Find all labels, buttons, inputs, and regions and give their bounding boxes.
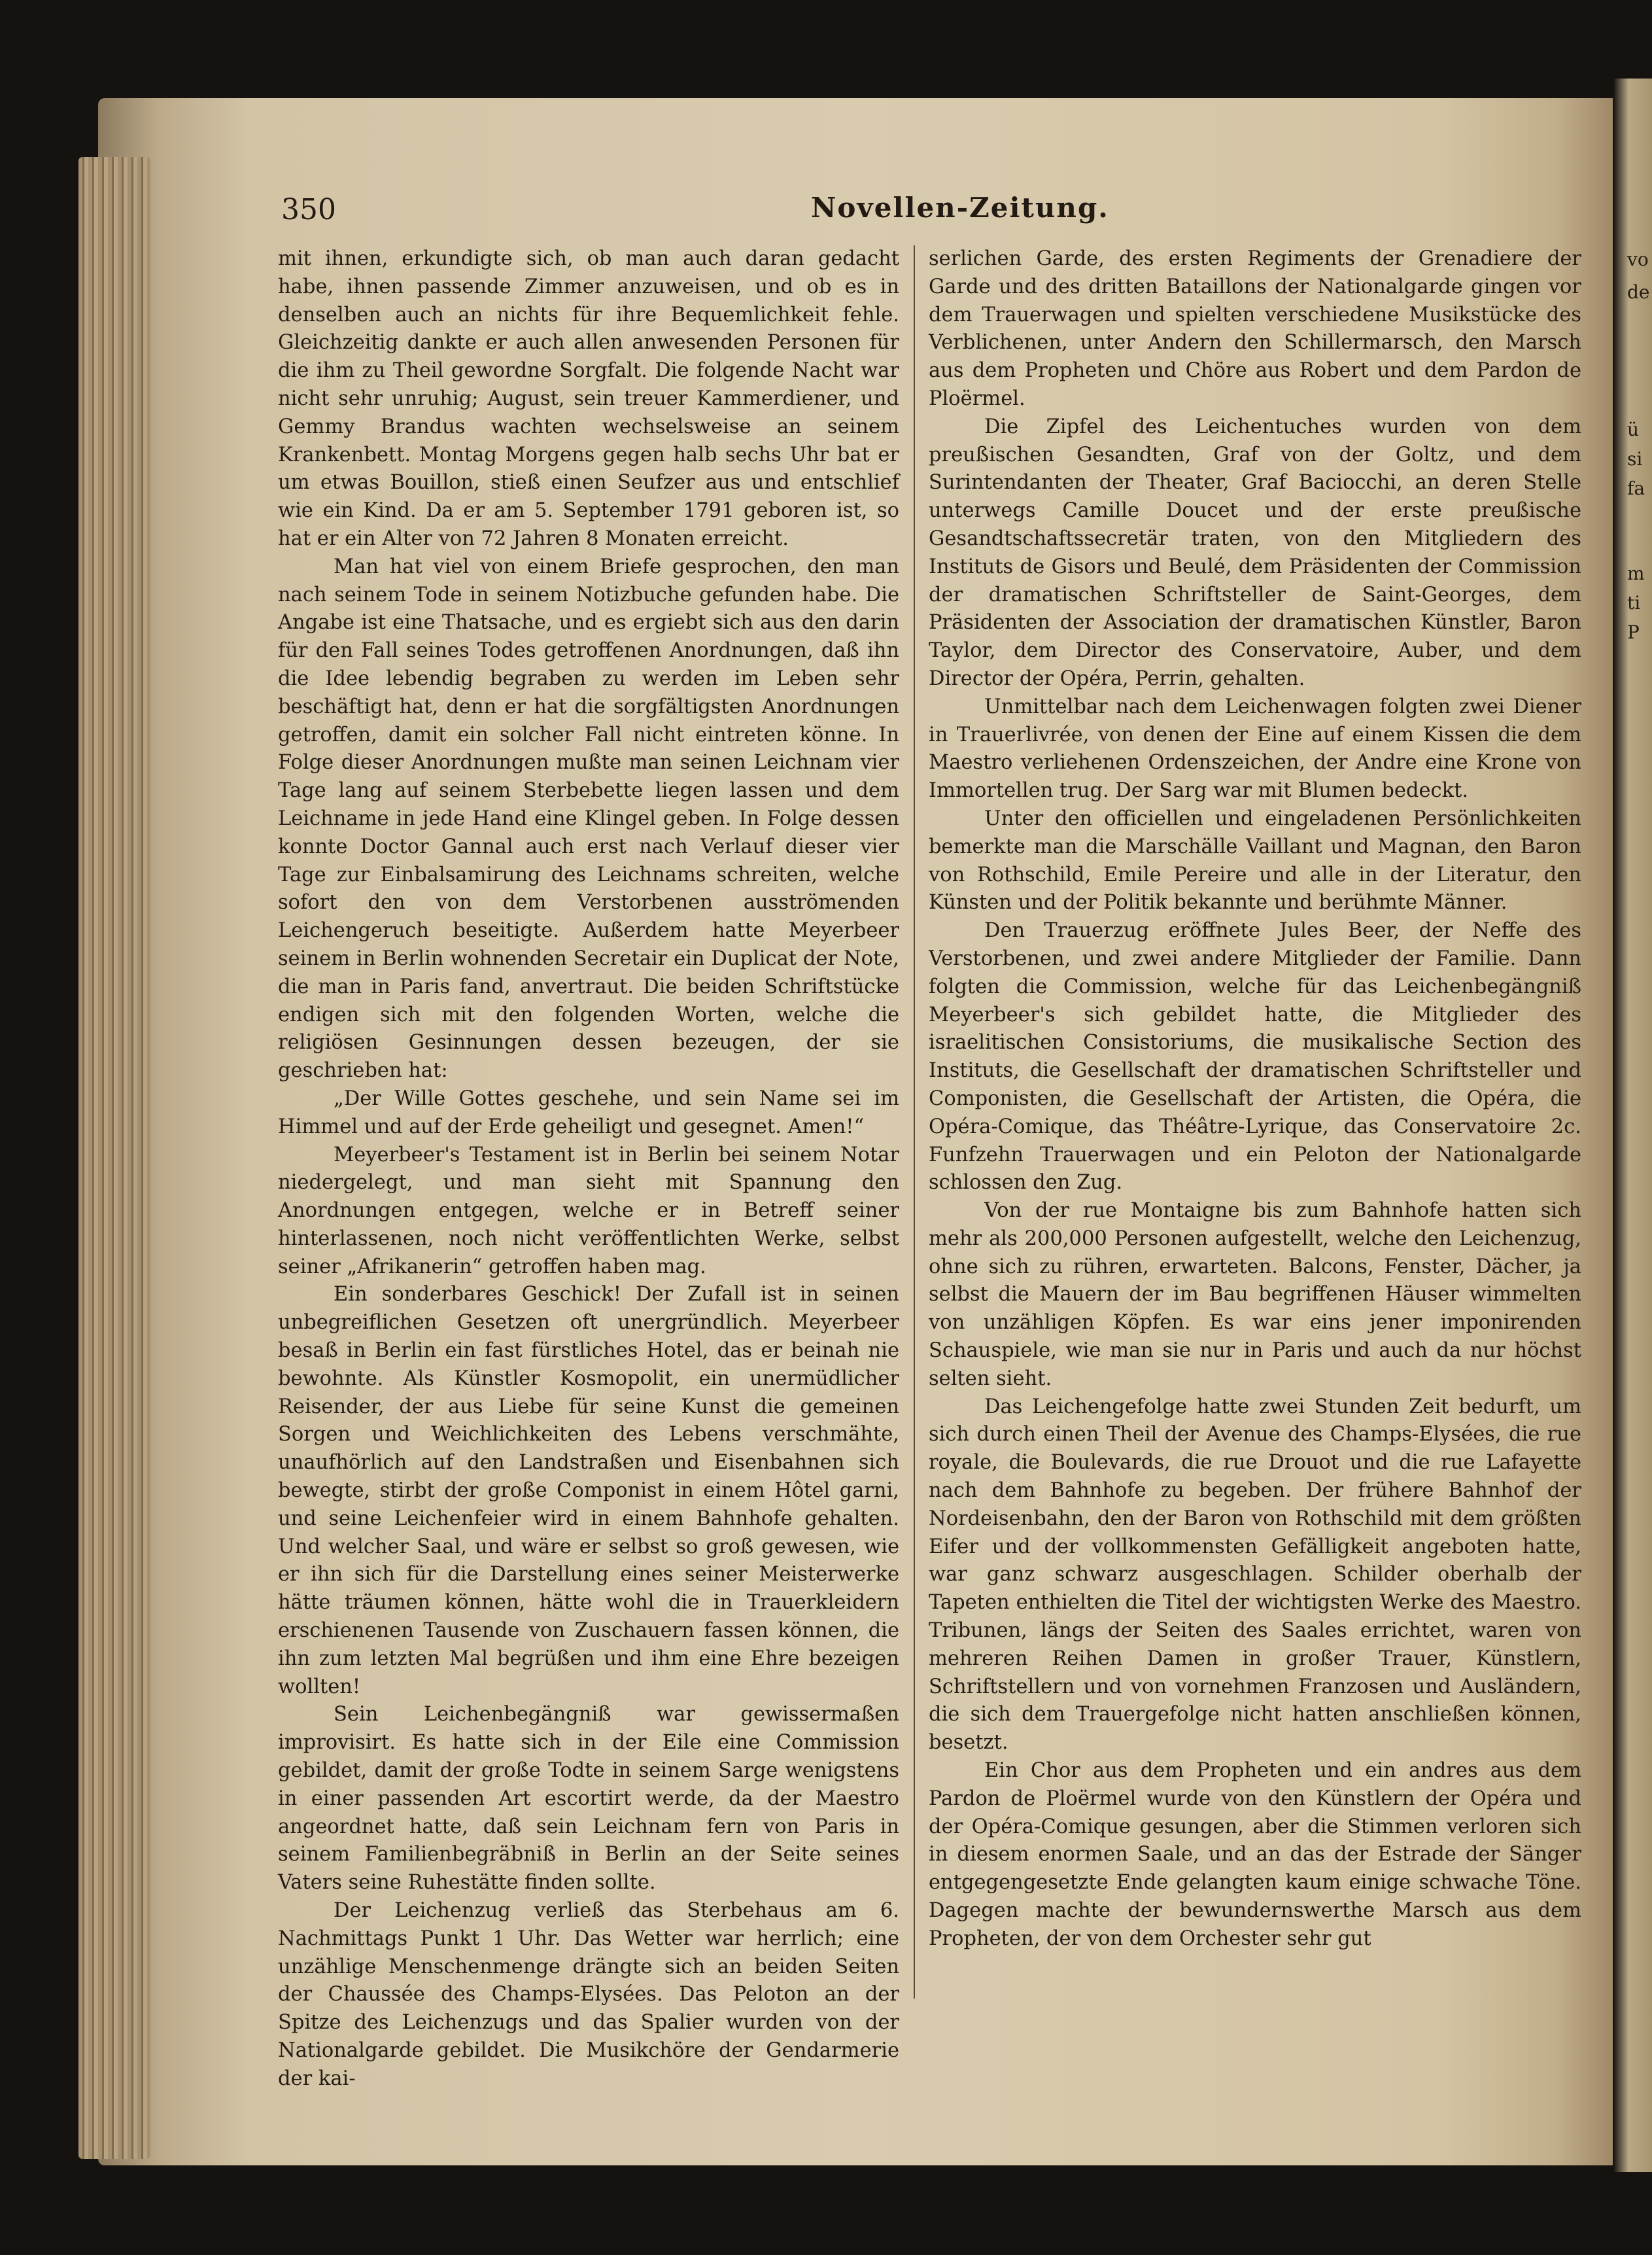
paragraph: Von der rue Montaigne bis zum Bahnhofe hatten sich mehr als 200,000 Personen aufgestellt, welche den Leichenzug, ohne sich zu rühren, erwarteten. Balcons, Fenster, Dächer, ja selbst die Mauern der im Bau begriffenen Häuser wimmelten von unzähligen Köpfen. Es war eins jener imponirenden Schauspiele, wie man sie nur in Paris und auch da nur höchst selten sieht. — [929, 1199, 1581, 1390]
page-edge-stack — [78, 157, 150, 2159]
paragraph: serlichen Garde, des ersten Regiments der Grenadiere der Garde und des dritten Bataillons der Nationalgarde gingen vor dem Trauerwagen und spielten verschiedene Musikstücke des Verblichenen, unter Andern den Schillermarsch, den Marsch aus dem Propheten und Chöre aus Robert und dem Pardon de Ploërmel. — [929, 247, 1581, 410]
next-page-fragment: ti — [1627, 592, 1641, 614]
right-column — [929, 245, 1581, 1953]
next-page-fragment: ü — [1627, 419, 1640, 440]
quote: „Der Wille Gottes geschehe, und sein Name sei im Himmel und auf der Erde geheiligt und gesegnet. Amen!“ — [278, 1087, 899, 1138]
left-column — [278, 245, 899, 2093]
next-page-fragment: de — [1627, 281, 1650, 303]
next-page-fragment: P — [1627, 621, 1640, 643]
paragraph: Sein Leichenbegängniß war gewissermaßen improvisirt. Es hatte sich in der Eile eine Commission gebildet, damit der große Todte in seinem Sarge wenigstens in einer passenden Art escortirt werde, da der Maestro angeordnet hatte, daß sein Leichnam fern von Paris in seinem Familienbegräbniß in Berlin an der Seite seines Vaters seine Ruhestätte finden sollte. — [278, 1703, 899, 1895]
paragraph: Den Trauerzug eröffnete Jules Beer, der Neffe des Verstorbenen, und zwei andere Mitglieder der Familie. Dann folgten die Commission, welche für das Leichenbegängniß Meyerbeer's sich gebildet hatte, die Mitglieder des israelitischen Consistoriums, die musikalische Section des Instituts, die Gesellschaft der dramatischen Schriftsteller und Componisten, die Gesellschaft der Artisten, die Opéra, die Opéra-Comique, das Théâtre-Lyrique, das Conservatoire 2c. Funfzehn Trauerwagen und ein Peloton der Nationalgarde schlossen den Zug. — [929, 919, 1581, 1195]
column-divider — [914, 245, 915, 1999]
next-page-edge — [1613, 79, 1652, 2172]
next-page-fragment: vo — [1627, 249, 1649, 270]
paragraph: Der Leichenzug verließ das Sterbehaus am 6. Nachmittags Punkt 1 Uhr. Das Wetter war herrlich; eine unzählige Menschenmenge drängte sich an beiden Seiten der Chaussée des Champs-Elysées. Das Peloton an der Spitze des Leichenzugs und das Spalier wurden von der Nationalgarde gebildet. Die Musikchöre der Gendarmerie der kai- — [278, 1899, 899, 2090]
paragraph: Ein sonderbares Geschick! Der Zufall ist in seinen unbegreiflichen Gesetzen oft unergründlich. Meyerbeer besaß in Berlin ein fast fürstliches Hotel, das er beinah nie bewohnte. Als Künstler Kosmopolit, ein unermüdlicher Reisender, der aus Liebe für seine Kunst die gemeinen Sorgen und Weichlichkeiten des Lebens verschmähte, unaufhörlich auf den Landstraßen und Eisenbahnen sich bewegte, stirbt der große Componist in einem Hôtel garni, und seine Leichenfeier wird in einem Bahnhofe gehalten. Und welcher Saal, und wäre er selbst so groß gewesen, wie er ihn sich für die Darstellung eines seiner Meisterwerke hätte träumen können, hätte wohl die in Trauerkleidern erschienenen Tausende von Zuschauern fassen können, die ihn zum letzten Mal begrüßen und ihm eine Ehre bezeigen wollten! — [278, 1283, 899, 1698]
paragraph: Das Leichengefolge hatte zwei Stunden Zeit bedurft, um sich durch einen Theil der Avenue des Champs-Elysées, die rue royale, die Boulevards, die rue Drouot und die rue Lafayette nach dem Bahnhofe zu begeben. Der frühere Bahnhof der Nordeisenbahn, den der Baron von Rothschild mit dem größten Eifer und der vollkommensten Gefälligkeit angeboten hatte, war ganz schwarz ausgeschlagen. Schilder oberhalb der Tapeten enthielten die Titel der wichtigsten Werke des Maestro. Tribunen, längs der Seiten des Saales errichtet, waren von mehreren Reihen Damen in großer Trauer, Künstlern, Schriftstellern und von vornehmen Franzosen und Ausländern, die sich dem Trauergefolge nicht hatten anschließen können, besetzt. — [929, 1395, 1581, 1755]
page-header — [281, 193, 1589, 232]
paragraph: mit ihnen, erkundigte sich, ob man auch daran gedacht habe, ihnen passende Zimmer anzuweisen, und ob es in denselben auch an nichts für ihre Bequemlichkeit fehle. Gleichzeitig dankte er auch allen anwesenden Personen für die ihm zu Theil gewordne Sorgfalt. Die folgende Nacht war nicht sehr unruhig; August, sein treuer Kammerdiener, und Gemmy Brandus wachten wechselsweise an seinem Krankenbett. Montag Morgens gegen halb sechs Uhr bat er um etwas Bouillon, stieß einen Seufzer aus und entschlief wie ein Kind. Da er am 5. September 1791 geboren ist, so hat er ein Alter von 72 Jahren 8 Monaten erreicht. — [278, 247, 899, 550]
paragraph: Unter den officiellen und eingeladenen Persönlichkeiten bemerkte man die Marschälle Vaillant und Magnan, den Baron von Rothschild, Emile Pereire und alle in der Literatur, den Künsten und der Politik bekannte und berühmte Männer. — [929, 807, 1581, 915]
paragraph: Meyerbeer's Testament ist in Berlin bei seinem Notar niedergelegt, und man sieht mit Spannung den Anordnungen entgegen, welche er in Betreff seiner hinterlassenen, noch nicht veröffentlichten Werke, selbst seiner „Afrikanerin“ getroffen haben mag. — [278, 1143, 899, 1278]
journal-title: Novellen-Zeitung. — [811, 192, 1109, 224]
paragraph: Unmittelbar nach dem Leichenwagen folgten zwei Diener in Trauerlivrée, von denen der Eine auf einem Kissen die dem Maestro verliehenen Ordenszeichen, der Andre eine Krone von Immortellen trug. Der Sarg war mit Blumen bedeckt. — [929, 695, 1581, 803]
page-number: 350 — [281, 193, 336, 226]
paragraph: Man hat viel von einem Briefe gesprochen, den man nach seinem Tode in seinem Notizbuche gefunden habe. Die Angabe ist eine Thatsache, und es ergiebt sich aus den darin für den Fall seines Todes getroffenen Anordnungen, daß ihn die Idee lebendig begraben zu werden im Leben sehr beschäftigt hat, denn er hat die sorgfältigsten Anordnungen getroffen, damit ein solcher Fall nicht eintreten könne. In Folge dieser Anordnungen mußte man seinen Leichnam vier Tage lang auf seinem Sterbebette liegen lassen und dem Leichname in jede Hand eine Klingel geben. In Folge dessen konnte Doctor Gannal auch erst nach Verlauf dieser vier Tage zur Einbalsamirung des Leichnams schreiten, welche sofort den von dem Verstorbenen ausströmenden Leichengeruch beseitigte. Außerdem hatte Meyerbeer seinem in Berlin wohnenden Secretair ein Duplicat der Note, die man in Paris fand, anvertraut. Die beiden Schriftstücke endigen sich mit den folgenden Worten, welche die religiösen Gesinnungen dessen bezeugen, der sie geschrieben hat: — [278, 555, 899, 1083]
next-page-fragment: si — [1627, 448, 1643, 470]
paragraph: Ein Chor aus dem Propheten und ein andres aus dem Pardon de Ploërmel wurde von den Künstlern der Opéra und der Opéra-Comique gesungen, aber die Stimmen verloren sich in diesem enormen Saale, und an das der Estrade der Sänger entgegengesetzte Ende gelangten kaum einige schwache Töne. Dagegen machte der bewundernswerthe Marsch aus dem Propheten, der von dem Orchester sehr gut — [929, 1759, 1581, 1950]
next-page-fragment: m — [1627, 563, 1645, 584]
paragraph: Die Zipfel des Leichentuches wurden von dem preußischen Gesandten, Graf von der Goltz, und dem Surintendanten der Theater, Graf Baciocchi, an deren Stelle unterwegs Camille Doucet und der erste preußische Gesandtschaftssecretär traten, von den Mitgliedern des Instituts de Gisors und Beulé, dem Präsidenten der Commission der dramatischen Schriftsteller de Saint-Georges, dem Präsidenten der Association der dramatischen Künstler, Baron Taylor, dem Director des Conservatoire, Auber, und dem Director der Opéra, Perrin, gehalten. — [929, 415, 1581, 690]
next-page-fragment: fa — [1627, 478, 1645, 499]
